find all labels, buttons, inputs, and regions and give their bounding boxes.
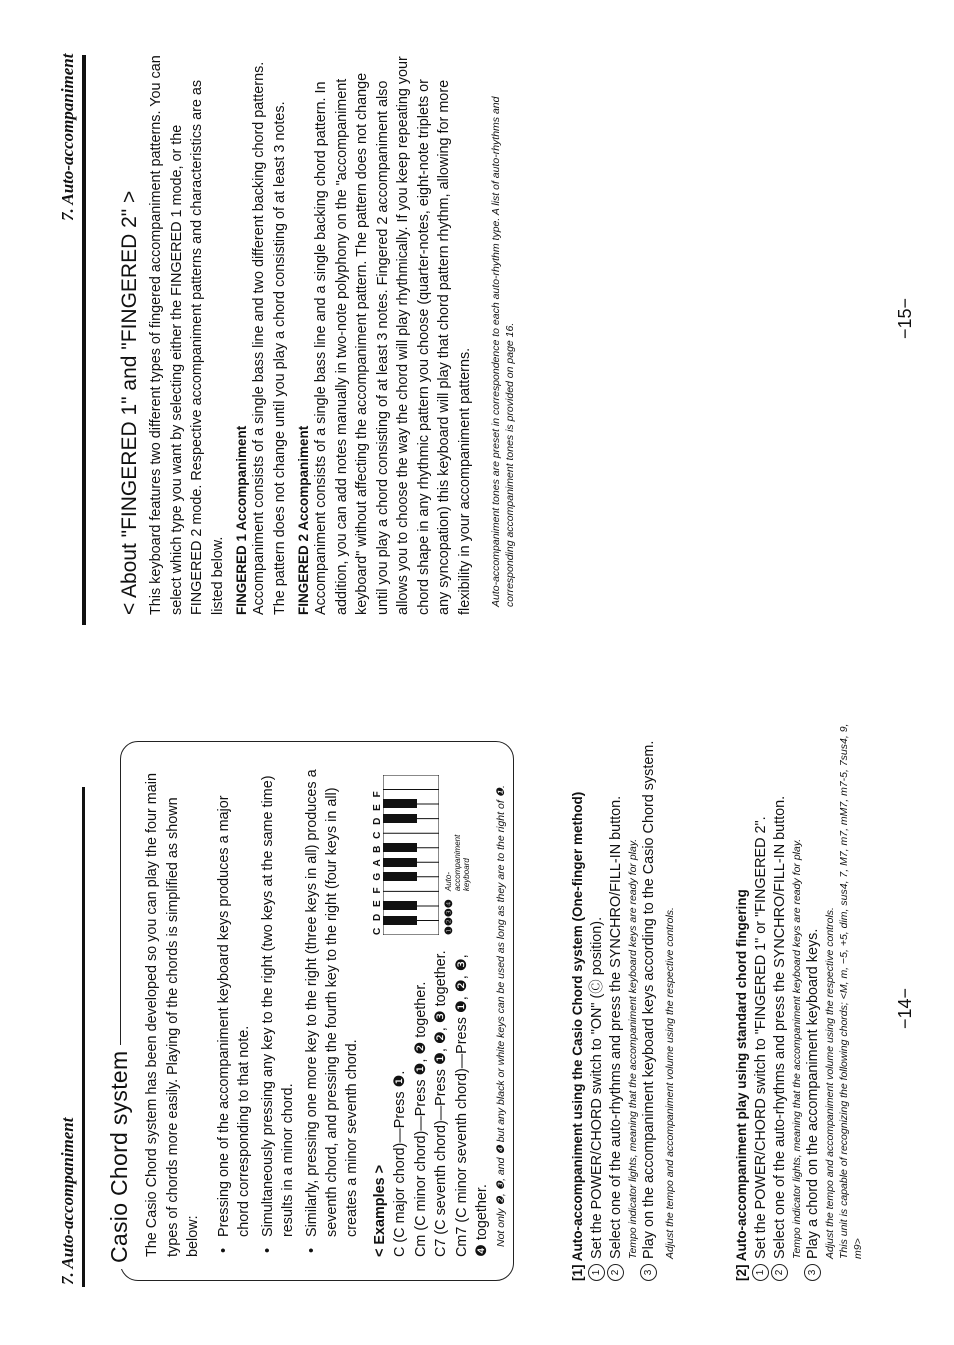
step-number-icon: 1 bbox=[752, 1264, 769, 1281]
example-line: Cm (C minor chord)—Press ❶, ❷ together. bbox=[412, 981, 429, 1257]
right-page-header: 7. Auto-accompaniment bbox=[58, 53, 77, 221]
section2-step: 1 Set the POWER/CHORD switch to "FINGERED 1" or "FINGERED 2". bbox=[752, 721, 771, 1281]
section1-footnote-tempo: Tempo indicator lights, meaning that the accompaniment keyboard keys are ready for play. bbox=[627, 838, 639, 1259]
section2-heading: [2] Auto-accompaniment play using standard chord fingering bbox=[734, 889, 749, 1281]
bullet-item: • Similarly, pressing one more key to the right (three keys in all) produces a seventh chord, and pressing the fourth key to the right (four keys in all) creates a minor seventh chord. bbox=[303, 769, 360, 1253]
example-line: C7 (C seventh chord)—Press ❶, ❷, ❸ together. bbox=[433, 950, 449, 1257]
example-line: Cm7 (C minor seventh chord)—Press ❶, ❷, ❸, ❹ together. bbox=[453, 954, 490, 1257]
section1-heading: [1] Auto-accompaniment using the Casio Chord system (One-finger method) bbox=[570, 791, 585, 1281]
section1-step: 1 Set the POWER/CHORD switch to "ON" (Ⓒ position). bbox=[588, 721, 607, 1281]
section1-footnote-adjust: Adjust the tempo and accompaniment volume using the respective controls. bbox=[664, 907, 676, 1259]
section2-step: 3 Play a chord on the accompaniment keyboard keys. bbox=[804, 721, 823, 1281]
casio-chord-content bbox=[142, 757, 508, 1257]
fingered2-heading: FINGERED 2 Accompaniment bbox=[296, 425, 311, 615]
bullet-item: • Pressing one of the accompaniment keyboard keys produces a major chord corresponding to that note. bbox=[215, 795, 252, 1253]
section1-step: 2 Select one of the auto-rhythms and press the SYNCHRO/FILL-IN button. bbox=[607, 721, 626, 1281]
section1-step: 3 Play on the accompaniment keyboard keys according to the Casio Chord system. bbox=[640, 721, 659, 1281]
keyboard-markers: ❶❷❸❹ bbox=[443, 899, 455, 935]
left-page-header: 7. Auto-accompaniment bbox=[58, 1117, 77, 1285]
casio-chord-title: Casio Chord system bbox=[106, 1045, 133, 1269]
left-page-number: −14− bbox=[895, 987, 915, 1029]
keyboard-note-letters: C D E F G A B C D E F bbox=[371, 789, 383, 935]
step-number-icon: 2 bbox=[771, 1264, 788, 1281]
casio-chord-note: Not only ❷, ❸, and ❹ but any black or white keys can be used as long as they are to the right of ❶. bbox=[494, 785, 507, 1247]
fingered1-text: Accompaniment consists of a single bass line and two different backing chord patterns. The pattern does not change until you play a chord consisting of at least 3 notes. bbox=[251, 61, 288, 615]
fingered-about-title: < About "FINGERED 1" and "FINGERED 2" > bbox=[118, 190, 141, 615]
right-header-rule bbox=[82, 55, 86, 625]
bullet-icon: • bbox=[259, 1247, 276, 1253]
section2-footnote-chords: This unit is capable of recognizing the following chords; <M, m, −5, +5, dim, sus4, 7, M7, m7, mM7, m7-5, 7sus4, 9, m9> bbox=[838, 723, 864, 1259]
section-one-finger bbox=[566, 721, 677, 1281]
bullet-item: • Simultaneously pressing any key to the right (two keys at the same time) results in a minor chord. bbox=[259, 775, 296, 1253]
step-number-icon: 3 bbox=[804, 1264, 821, 1281]
left-header-rule bbox=[82, 787, 85, 1287]
step-number-icon: 1 bbox=[588, 1264, 605, 1281]
bullet-icon: • bbox=[215, 1247, 232, 1253]
section-fingering bbox=[730, 721, 865, 1281]
piano-keys-icon bbox=[383, 775, 439, 935]
step-number-icon: 2 bbox=[607, 1264, 624, 1281]
step-number-icon: 3 bbox=[640, 1264, 657, 1281]
examples-label: < Examples > bbox=[371, 1164, 388, 1257]
fingered-footnote: Auto-accompaniment tones are preset in correspondence to each auto-rhythm type. A list of auto-rhythms and corresponding accompaniment tones is provided on page 16. bbox=[490, 96, 516, 607]
section2-footnote-tempo: Tempo indicator lights, meaning that the accompaniment keyboard keys are ready for play. bbox=[791, 838, 803, 1259]
keyboard-diagram bbox=[372, 765, 471, 935]
keyboard-caption: Auto-accompaniment keyboard bbox=[443, 834, 471, 892]
example-line: C (C major chord)—Press ❶. bbox=[392, 1070, 408, 1257]
fingered-about-section bbox=[118, 55, 517, 615]
fingered2-text: Accompaniment consists of a single bass line and a single backing chord pattern. In addition, you can add notes manually in two-note polyphony on the "accompaniment keyboard" without affecting the accompaniment pattern. The pattern does not change until you play a chord consisting of at least 3 notes. Fingered 2 accompaniment also allows you to choose the way the chord will play rhythmically. If you keep repeating your chord shape in any rhythmic pattern you choose (quarter-notes, eight-note triplets or any syncopation) this keyboard will play that chord pattern rhythm, allowing for more flexibility in your accompaniment patterns. bbox=[313, 56, 473, 615]
bullet-icon: • bbox=[303, 1247, 320, 1253]
section2-footnote-adjust: Adjust the tempo and accompaniment volume using the respective controls. bbox=[824, 907, 836, 1259]
section2-step: 2 Select one of the auto-rhythms and press the SYNCHRO/FILL-IN button. bbox=[771, 721, 790, 1281]
fingered-intro: This keyboard features two different types of fingered accompaniment patterns. You can select which type you want by selecting either the FINGERED 1 mode, or the FINGERED 2 mode. Respective accompaniment patterns and characteristics are as listed below. bbox=[148, 55, 226, 615]
right-page-number: −15− bbox=[895, 297, 915, 339]
examples-block bbox=[370, 757, 488, 1257]
casio-chord-intro: The Casio Chord system has been developed so you can play the four main types of chords more easily. Playing of the chords is simplified as shown below: bbox=[144, 773, 201, 1257]
fingered1-heading: FINGERED 1 Accompaniment bbox=[234, 425, 249, 615]
casio-chord-bullets bbox=[214, 757, 362, 1257]
